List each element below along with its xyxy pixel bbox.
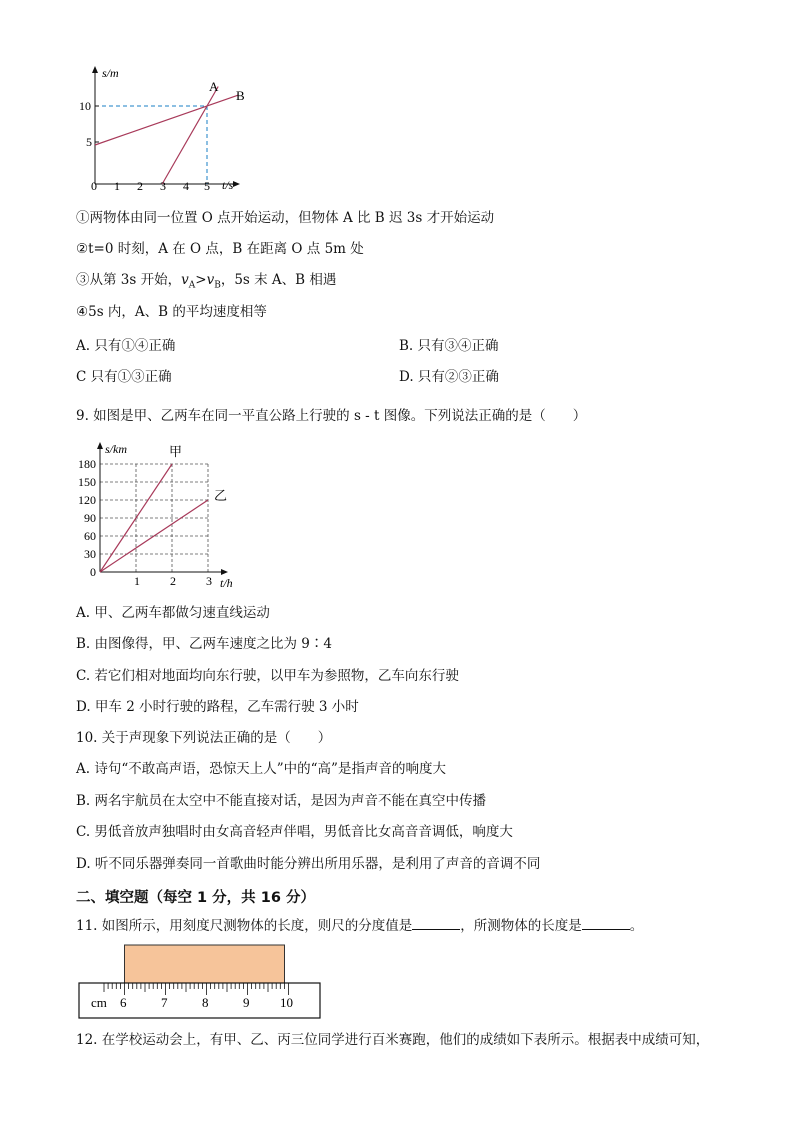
y-axis-arrow — [92, 66, 98, 73]
q11-stem-end: 。 — [629, 918, 644, 934]
q10-stem: 10. 关于声现象下列说法正确的是（ ） — [76, 730, 332, 746]
x-axis-arrow — [233, 181, 240, 187]
x-tick-label: 3 — [206, 574, 212, 588]
y-tick-label: 60 — [84, 529, 96, 543]
q8-statement-1: ①两物体由同一位置 O 点开始运动，但物体 A 比 B 迟 3s 才开始运动 — [76, 210, 495, 226]
ruler-tick-label: 10 — [280, 995, 293, 1010]
x-tick-label: 3 — [160, 179, 166, 193]
q8-s3-suffix: ，5s 末 A、B 相遇 — [220, 272, 337, 288]
y-tick-label: 120 — [78, 493, 96, 507]
x-axis-arrow — [221, 569, 228, 575]
measured-object — [125, 945, 285, 983]
ruler-tick-label: 6 — [120, 995, 127, 1010]
ruler-tick-label: 7 — [161, 995, 168, 1010]
line-b-label: B — [236, 88, 245, 103]
y-tick-label: 5 — [86, 135, 92, 149]
gt-sign: > — [195, 272, 207, 288]
chart-jia-yi — [72, 436, 252, 594]
q9-option-d[interactable]: D. 甲车 2 小时行驶的路程，乙车需行驶 3 小时 — [76, 699, 359, 715]
q12-stem: 12. 在学校运动会上，有甲、乙、丙三位同学进行百米赛跑，他们的成绩如下表所示。根据表中成绩可知， — [76, 1032, 710, 1048]
x-tick-label: 1 — [114, 179, 120, 193]
y-tick-label: 180 — [78, 457, 96, 471]
ruler-tick-label: 8 — [202, 995, 209, 1010]
series-label-jia: 甲 — [169, 444, 183, 459]
ruler-unit: cm — [91, 995, 107, 1010]
ruler-figure — [76, 942, 326, 1022]
q8-option-a[interactable]: A. 只有①④正确 — [76, 338, 176, 354]
y-tick-labels — [78, 457, 96, 579]
q8-option-d[interactable]: D. 只有②③正确 — [399, 369, 499, 385]
x-tick-label: 2 — [137, 179, 143, 193]
x-tick-label: 2 — [170, 574, 176, 588]
grid — [100, 464, 208, 572]
q10-option-a[interactable]: A. 诗句“不敢高声语，恐惊天上人”中的“高”是指声音的响度大 — [76, 761, 446, 777]
y-axis-arrow — [97, 442, 103, 449]
q9-option-b[interactable]: B. 由图像得，甲、乙两车速度之比为 9∶4 — [76, 636, 332, 652]
section-title: 二、填空题（每空 1 分，共 16 分） — [76, 890, 315, 906]
q8-option-b[interactable]: B. 只有③④正确 — [399, 338, 499, 354]
q8-s3-prefix: ③从第 3s 开始， — [76, 272, 182, 288]
var-v: v — [181, 272, 189, 288]
var-v: v — [206, 272, 215, 288]
x-tick-label: 5 — [204, 179, 210, 193]
q8-statement-2: ②t=0 时刻，A 在 O 点，B 在距离 O 点 5m 处 — [76, 241, 364, 257]
x-axis-label: t/s — [222, 178, 234, 192]
q10-option-b[interactable]: B. 两名宇航员在太空中不能直接对话，是因为声音不能在真空中传播 — [76, 793, 487, 809]
x-tick-label: 0 — [91, 179, 97, 193]
q8-option-c[interactable]: C 只有①③正确 — [76, 369, 172, 385]
q8-statement-3 — [76, 271, 336, 295]
q8-statement-4: ④5s 内，A、B 的平均速度相等 — [76, 304, 267, 320]
q10-option-c[interactable]: C. 男低音放声独唱时由女高音轻声伴唱，男低音比女高音音调低，响度大 — [76, 824, 513, 840]
series-label-yi: 乙 — [214, 488, 228, 503]
x-axis-label: t/h — [220, 576, 233, 590]
answer-blank-2[interactable] — [582, 917, 630, 930]
ruler-tick-label: 9 — [243, 995, 250, 1010]
line-b — [95, 95, 238, 145]
q11-stem-prefix: 11. 如图所示，用刻度尺测物体的长度，则尺的分度值是 — [76, 918, 413, 934]
y-tick-label: 0 — [90, 565, 96, 579]
q11-stem-middle: ，所测物体的长度是 — [460, 918, 582, 934]
y-tick-label: 30 — [84, 547, 96, 561]
x-tick-label: 4 — [183, 179, 189, 193]
line-a-label: A — [209, 79, 219, 94]
q11-stem — [76, 917, 643, 935]
y-tick-label: 10 — [79, 99, 91, 113]
y-tick-label: 150 — [78, 475, 96, 489]
line-a — [162, 87, 218, 185]
y-tick-label: 90 — [84, 511, 96, 525]
q10-option-d[interactable]: D. 听不同乐器弹奏同一首歌曲时能分辨出所用乐器，是利用了声音的音调不同 — [76, 856, 541, 872]
answer-blank-1[interactable] — [412, 917, 460, 930]
chart-ab — [76, 58, 276, 198]
sub-b: B — [214, 280, 221, 291]
y-axis-label: s/m — [102, 66, 119, 80]
sub-a: A — [188, 280, 196, 291]
q9-option-c[interactable]: C. 若它们相对地面均向东行驶，以甲车为参照物，乙车向东行驶 — [76, 668, 459, 684]
q9-stem: 9. 如图是甲、乙两车在同一平直公路上行驶的 s - t 图像。下列说法正确的是（ ） — [76, 408, 587, 424]
q9-option-a[interactable]: A. 甲、乙两车都做匀速直线运动 — [76, 605, 270, 621]
y-axis-label: s/km — [105, 442, 127, 456]
x-tick-label: 1 — [134, 574, 140, 588]
